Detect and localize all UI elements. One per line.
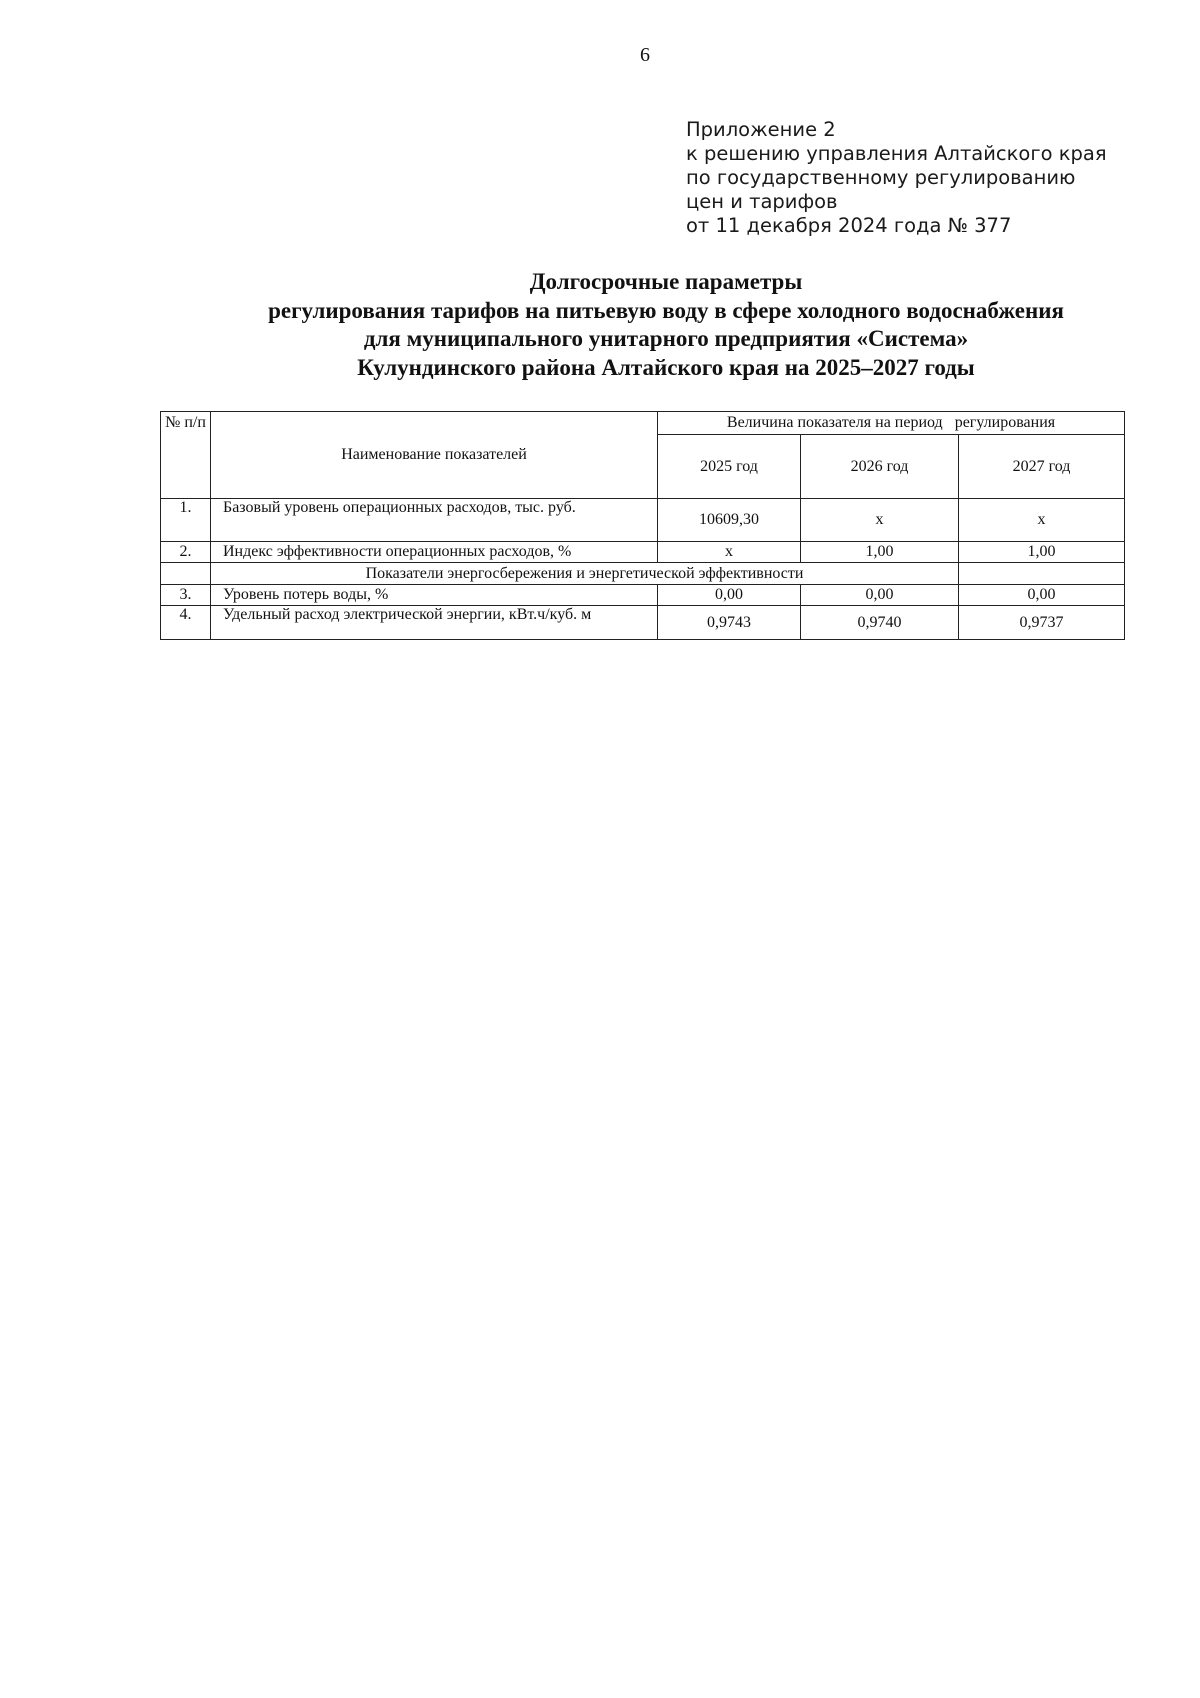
header-year: 2027 год — [959, 435, 1125, 499]
row-value: 0,00 — [801, 585, 959, 606]
row-name: Уровень потерь воды, % — [211, 585, 658, 606]
row-name: Удельный расход электрической энергии, кВт.ч/куб. м — [211, 606, 658, 640]
row-name: Индекс эффективности операционных расходов, % — [211, 542, 658, 563]
appendix-line: по государственному регулированию — [686, 166, 1076, 189]
row-value: 10609,30 — [658, 499, 801, 542]
header-number: № п/п — [161, 412, 211, 499]
row-number: 2. — [161, 542, 211, 563]
appendix-block — [686, 118, 1107, 238]
row-value: 0,00 — [658, 585, 801, 606]
row-value: x — [801, 499, 959, 542]
row-name: Базовый уровень операционных расходов, тыс. руб. — [211, 499, 658, 542]
row-number: 1. — [161, 499, 211, 542]
document-title — [230, 268, 1102, 382]
table-row — [161, 542, 1125, 563]
title-line: регулирования тарифов на питьевую воду в сфере холодного водоснабжения — [268, 297, 1064, 323]
table-row — [161, 499, 1125, 542]
row-number: 4. — [161, 606, 211, 640]
header-year: 2026 год — [801, 435, 959, 499]
row-value: 1,00 — [959, 542, 1125, 563]
title-line: Долгосрочные параметры — [529, 269, 803, 294]
row-value: 0,9740 — [801, 606, 959, 640]
appendix-line: Приложение 2 — [686, 118, 836, 141]
row-value: 0,9743 — [658, 606, 801, 640]
row-value: 0,00 — [959, 585, 1125, 606]
header-name: Наименование показателей — [211, 412, 658, 499]
section-empty-cell — [161, 563, 211, 585]
header-period: Величина показателя на период регулирования — [658, 412, 1125, 435]
row-value: x — [959, 499, 1125, 542]
section-empty-cell — [959, 563, 1125, 585]
title-line: Кулундинского района Алтайского края на 2025–2027 годы — [357, 354, 975, 380]
title-line: для муниципального унитарного предприятия «Система» — [363, 326, 969, 351]
appendix-line: к решению управления Алтайского края — [686, 142, 1107, 165]
row-value: 1,00 — [801, 542, 959, 563]
table-row — [161, 606, 1125, 640]
appendix-line: от 11 декабря 2024 года № 377 — [686, 214, 1012, 237]
section-label: Показатели энергосбережения и энергетической эффективности — [211, 563, 959, 585]
appendix-line: цен и тарифов — [686, 190, 838, 213]
row-value: 0,9737 — [959, 606, 1125, 640]
page-number: 6 — [640, 44, 650, 66]
parameters-table — [160, 411, 1125, 640]
table-row — [161, 585, 1125, 606]
row-value: x — [658, 542, 801, 563]
section-row — [161, 563, 1125, 585]
header-year: 2025 год — [658, 435, 801, 499]
row-number: 3. — [161, 585, 211, 606]
